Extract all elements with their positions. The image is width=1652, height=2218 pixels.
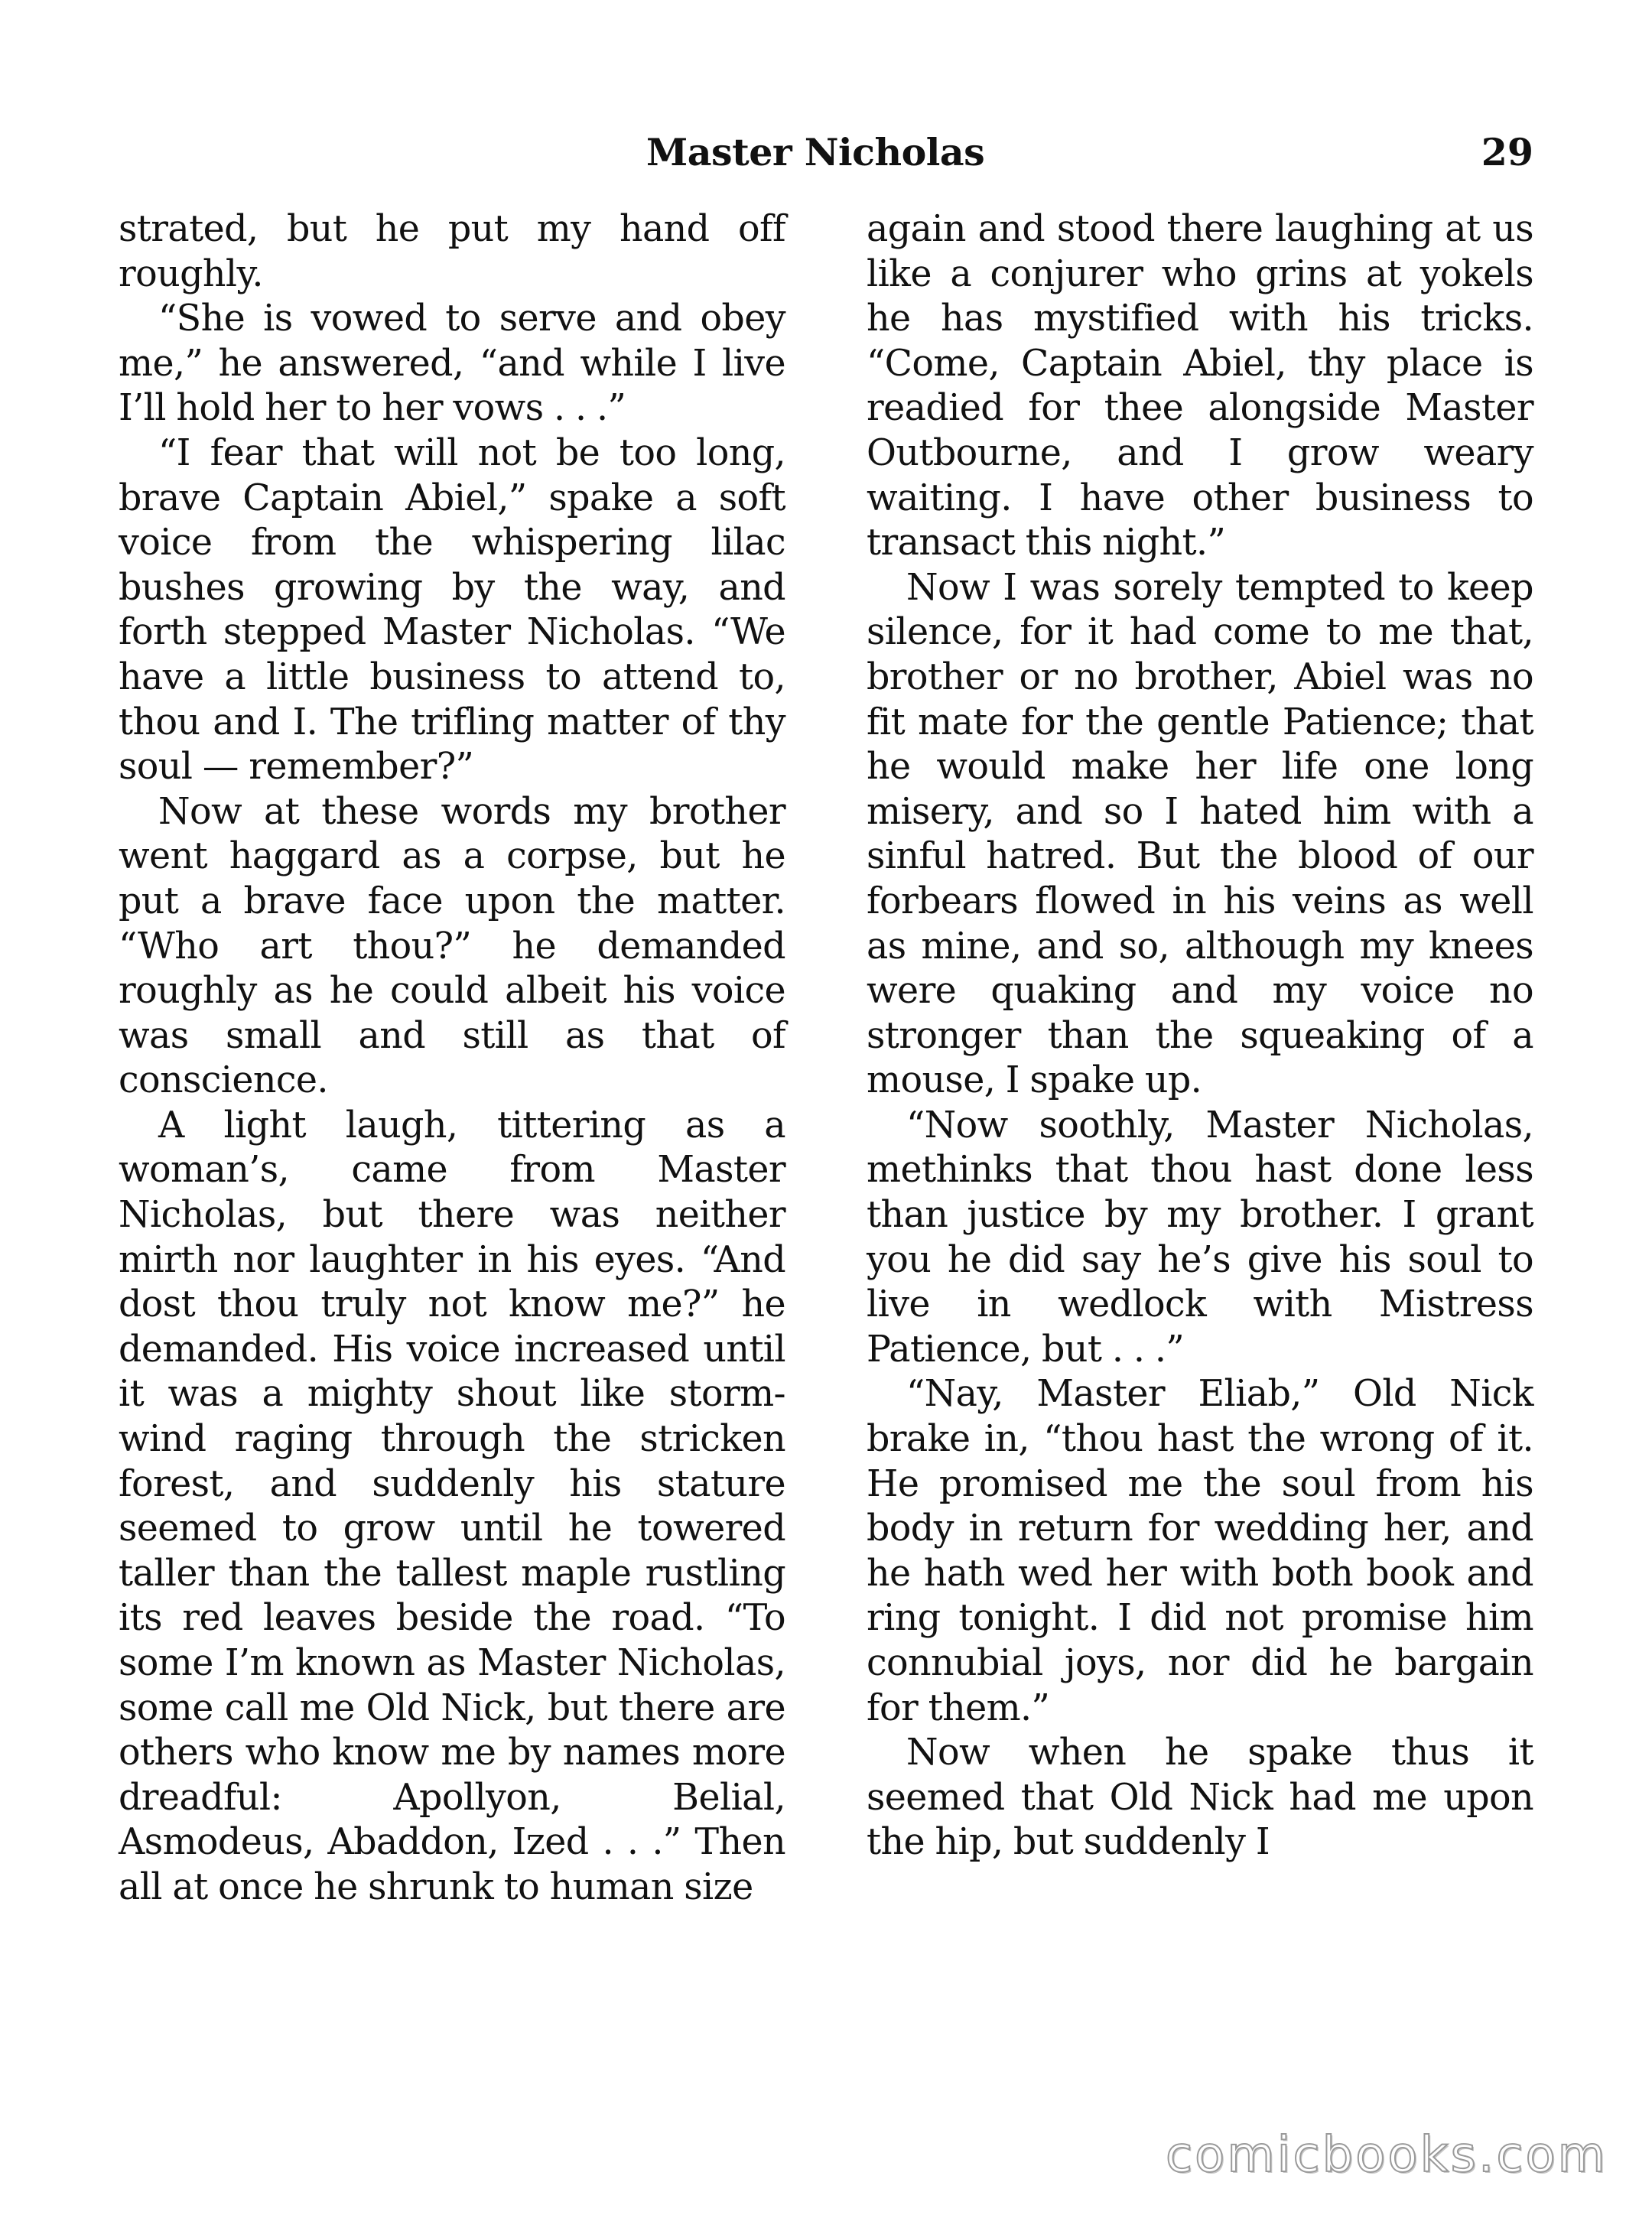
paragraph: Now I was sorely tempted to keep silence, for it had come to me that, brother or no brother, Abiel was no fit mate for the gentle Patience; that he would make her life one long misery, and so I hated him with a sinful hatred. But the blood of our forbears flowed in his veins as well as mine, and so, although my knees were quaking and my voice no stronger than the squeaking of a mouse, I spake up. xyxy=(867,566,1533,1102)
paragraph: “Nay, Master Eliab,” Old Nick brake in, “thou hast the wrong of it. He promised me the soul from his body in return for wedding her, and he hath wed her with both book and ring tonight. I did not promise him connubial joys, nor did he bargain for them.” xyxy=(867,1373,1533,1729)
paragraph: “Now soothly, Master Nicholas, methinks that thou hast done less than justice by my brother. I grant you he did say he’s give his soul to live in wedlock with Mistress Patience, but . . .” xyxy=(867,1104,1533,1371)
paragraph: “She is vowed to serve and obey me,” he answered, “and while I live I’ll hold her to her vows . . .” xyxy=(119,298,785,430)
paragraph: “I fear that will not be too long, brave Captain Abiel,” spake a soft voice from the whispering lilac bushes growing by the way, and forth stepped Master Nicholas. “We have a little business to attend to, thou and I. The trifling matter of thy soul — remember?” xyxy=(119,431,785,789)
paragraph: Now when he spake thus it seemed that Old Nick had me upon the hip, but suddenly I xyxy=(867,1732,1533,1864)
watermark: comicbooks.com xyxy=(1165,2127,1608,2184)
paragraph: A light laugh, tittering as a woman’s, came from Master Nicholas, but there was neither mirth nor laughter in his eyes. “And dost thou truly not know me?” he demanded. His voice increased until it was a mighty shout like storm-wind raging through the stricken forest, and suddenly his stature seemed to grow until he towered taller than the tallest maple rustling its red leaves beside the road. “To some I’m known as Master Nicholas, some call me Old Nick, but there are others who know me by names more dreadful: Apollyon, Belial, Asmodeus, Abaddon, Ized . . .” Then all at once he shrunk to human size xyxy=(119,1104,785,1908)
left-column xyxy=(119,207,785,1911)
right-column xyxy=(867,207,1533,1865)
running-title: Master Nicholas xyxy=(646,130,985,174)
paragraph: strated, but he put my hand off roughly. xyxy=(119,208,785,295)
paragraph: Now at these words my brother went haggard as a corpse, but he put a brave face upon the matter. “Who art thou?” he demanded roughly as he could albeit his voice was small and still as that of conscience. xyxy=(119,790,785,1102)
paragraph: again and stood there laughing at us like a conjurer who grins at yokels he has mystified with his tricks. “Come, Captain Abiel, thy place is readied for thee alongside Master Outbourne, and I grow weary waiting. I have other business to transact this night.” xyxy=(867,208,1533,564)
running-header xyxy=(646,130,1533,184)
page-number: 29 xyxy=(1481,130,1533,174)
